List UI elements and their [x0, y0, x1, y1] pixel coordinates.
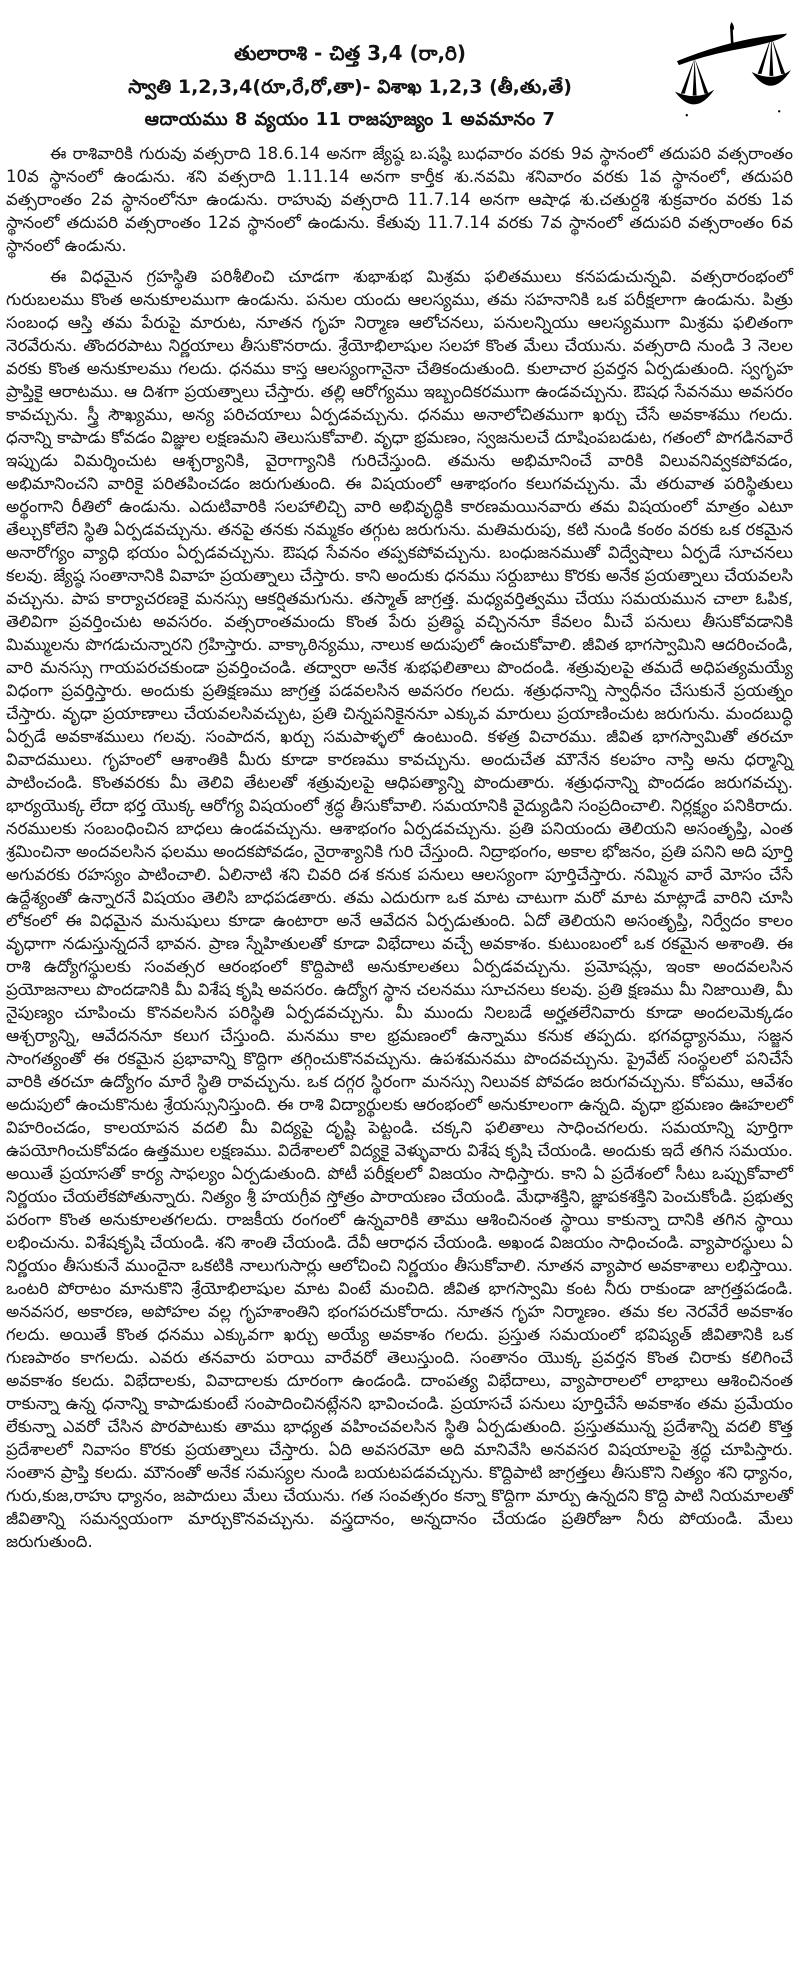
predictions-paragraph: ఈ విధమైన గ్రహస్థితి పరిశీలించి చూడగా శుభాశుభ మిశ్రమ ఫలితములు కనపడుచున్నవి. వత్సరారంభంలో గురుబలము కొంత అనుకూలముగా ఉండును. పనుల యందు ఆలస్యము, తమ సహనానికి ఒక పరీక్షలాగా ఉండును. పిత్రు సంబంధ ఆస్తి తమ పేరుపై మారుట, నూతన గృహ నిర్మాణ ఆలోచనలు, పనులన్నియు ఆలస్యముగా మిశ్రమ ఫలితంగా నెరవేరును. తొందరపాటు నిర్ణయాలు తీసుకొనరాదు. శ్రేయోభిలాషుల సలహా కొంత మేలు చేయును. వత్సరాది నుండి 3 నెలల వరకు కొంత అనుకూలము గలదు. ధనము కాస్త ఆలస్యంగానైనా చేతికందుతుంది. కులాచార ప్రవర్తన ఏర్పడుతుంది. స్వగృహ ప్రాప్తికై ఆరాటము. ఆ దిశగా ప్రయత్నాలు చేస్తారు. తల్లి ఆరోగ్యము ఇబ్బందికరముగా ఉండవచ్చును. ఔషధ సేవనము అవసరం కావచ్చును. స్త్రీ సౌఖ్యము, అన్య పరిచయాలు ఏర్పడవచ్చును. ధనము అనాలోచితముగా ఖర్చు చేసే అవకాశము గలదు. ధనాన్ని కాపాడు కోవడం విజ్ఞుల లక్షణమని తెలుసుకోవాలి. వృధా భ్రమణం, స్వజనులచే దూషింపబడుట, గతంలో పొగడినవారే ఇప్పుడు విమర్శించుట ఆశ్చర్యానికి, వైరాగ్యానికి గురిచేస్తుంది. తమను అభిమానించే వారికి విలువనివ్వకపోవడం, అభిమానించని వారికై పరితపించడం జరుగుతుంది. ఈ విషయంలో ఆశాభంగం కలుగవచ్చును. మే తరువాత పరిస్థితులు అర్థంగాని రీతిలో ఉండును. ఎదుటివారికి సలహాలిచ్చి వారి అభివృద్ధికి కారణమయినవారు తమ విషయంలో మాత్రం ఎటూ తేల్చుకోలేని స్థితి ఏర్పడవచ్చును. తనపై తనకు నమ్మకం తగ్గుట జరుగును. మతిమరుపు, కటి నుండి కంఠం వరకు ఒక రకమైన అనారోగ్యం వ్యాధి భయం ఏర్పడవచ్చును. ఔషధ సేవనం తప్పకపోవచ్చును. బంధుజనముతో విద్వేషాలు ఏర్పడే సూచనలు కలవు. జ్యేష్ఠ సంతానానికి వివాహ ప్రయత్నాలు చేస్తారు. కాని అందుకు ధనము సర్దుబాటు కొరకు అనేక ప్రయత్నాలు చేయవలసి వచ్చును. పాప కార్యాచరణకై మనస్సు ఆకర్షితమగును. తస్మాత్ జాగ్రత్త. మధ్యవర్తిత్వము చేయు సమయమున చాలా ఓపిక, తెలివిగా ప్రవర్తించుట అవసరం. వత్సరాంతమందు కొంత పేరు ప్రతిష్ఠ వచ్చిననూ కేవలం మీచే పనులు తీసుకోవడానికి మిమ్ములను పొగడుచున్నారని గ్రహిస్తారు. వాక్కాఠిన్యము, నాలుక అదుపులో ఉంచుకోవాలి. జీవిత భాగస్వామిని ఆదరించండి, వారి మనస్సు గాయపరచకుండా ప్రవర్తించండి. తద్వారా అనేక శుభఫలితాలు పొందండి. శత్రువులపై తమదే అధిపత్యమయ్యే విధంగా ప్రవర్తిస్తారు. అందుకు ప్రతిక్షణము జాగ్రత్త పడవలసిన అవసరం గలదు. శత్రుధనాన్ని స్వాధీనం చేసుకునే ప్రయత్నం చేస్తారు. వృధా ప్రయాణాలు చేయవలసివచ్చుట, ప్రతి చిన్నపనికైననూ ఎక్కువ మారులు ప్రయాణించుట జరుగును. మందబుద్ధి ఏర్పడే అవకాశములు గలవు. సంపాదన, ఖర్చు సమపాళ్ళలో ఉంటుంది. కళత్ర విచారము. జీవిత భాగస్వామితో తరచూ వివాదములు. గృహంలో ఆశాంతికి మీరు కూడా కారణము కావచ్చును. అందుచేత మౌనేన కలహం నాస్తి అను ధర్మాన్ని పాటించండి. కొంతవరకు మీ తెలివి తేటలతో శత్రువులపై ఆధిపత్యాన్ని పొందుతారు. శత్రుధనాన్ని పొందడం జరుగవచ్చు. భార్యయొక్క లేదా భర్త యొక్క ఆరోగ్య విషయంలో శ్రద్ధ తీసుకోవాలి. సమయానికి వైద్యుడిని సంప్రదించాలి. నిర్లక్ష్యం పనికిరాదు. నరములకు సంబంధించిన బాధలు ఉండవచ్చును. ఆశాభంగం ఏర్పడవచ్చును. ప్రతి పనియందు తెలియని అసంతృప్తి, ఎంత శ్రమించినా అందవలసిన ఫలము అందకపోవడం, నైరాశ్యానికి గురి చేస్తుంది. నిద్రాభంగం, అకాల భోజనం, ప్రతి పనిని అది పూర్తి అగువరకు రహస్యం పాటించాలి. ఏలినాటి శని చివరి దశ కనుక పనులు ఆలస్యంగా పూర్తిచేస్తారు. నమ్మిన వారే మోసం చేసే ఉద్దేశ్యంతో ఉన్నారనే విషయం తెలిసి బాధపడతారు. తమ ఎదురుగా ఒక మాట చాటుగా మరో మాట మాట్లాడే వారిని చూసి లోకంలో ఈ విధమైన మనుషులు కూడా ఉంటారా అనే ఆవేదన ఏర్పడుతుంది. ఏదో తెలియని అసంతృప్తి, నిర్వేదం కాలం వృధాగా నడుస్తున్నదనే భావన. ప్రాణ స్నేహితులతో కూడా విభేదాలు వచ్చే అవకాశం. కుటుంబంలో ఒక రకమైన అశాంతి. ఈ రాశి ఉద్యోగస్థులకు సంవత్సర ఆరంభంలో కొద్దిపాటి అనుకూలతలు ఏర్పడవచ్చును. ప్రమోషన్లు, ఇంకా అందవలసిన ప్రయోజనాలు పొందడానికి మీ విశేష కృషి అవసరం. ఉద్యోగ స్థాన చలనము సూచనలు కలవు. ప్రతి క్షణము మీ నిజాయితి, మీ నైపుణ్యం చూపించు కొనవలసిన పరిస్థితి ఏర్పడవచ్చును. మీ ముందు నిలబడే అర్హతలేనివారు కూడా అందలమెక్కడం ఆశ్చర్యాన్ని, ఆవేదననూ కలుగ చేస్తుంది. మనము కాల భ్రమణంలో ఉన్నాము కనుక తప్పదు. భగవద్ధ్యానము, సజ్జన సాంగత్యంతో ఈ రకమైన ప్రభావాన్ని కొద్దిగా తగ్గించుకొనవచ్చును. ఉపశమనము పొందవచ్చును. ప్రైవేట్ సంస్థలలో పనిచేసే వారికి తరచూ ఉద్యోగం మారే స్థితి రావచ్చును. ఒక దగ్గర స్థిరంగా మనస్సు నిలువక పోవడం జరుగవచ్చును. కోపము, ఆవేశం అదుపులో ఉంచుకొనుట శ్రేయస్సునిస్తుంది. ఈ రాశి విద్యార్థులకు ఆరంభంలో అనుకూలంగా ఉన్నది. వృధా భ్రమణం ఊహలలో విహరించడం, కాలయాపన వదలి మీ విద్యపై దృష్టి పెట్టండి. చక్కని ఫలితాలు సాధించగలరు. సమయాన్ని పూర్తిగా ఉపయోగించుకోవడం ఉత్తముల లక్షణము. విదేశాలలో విద్యకై వెళ్ళువారు విశేష కృషి చేయండి. అందుకు ఇదే తగిన సమయం. అయితే ప్రయాసతో కార్య సాఫల్యం ఏర్పడుతుంది. పోటీ పరీక్షలలో విజయం సాధిస్తారు. కాని ఏ ప్రదేశంలో సీటు ఒప్పుకోవాలో నిర్ణయం చేయలేకపోతున్నారు. నిత్యం శ్రీ హయగ్రీవ స్తోత్రం పారాయణం చేయండి. మేధాశక్తిని, జ్ఞాపకశక్తిని పెంచుకోండి. ప్రభుత్వ పరంగా కొంత అనుకూలతగలదు. రాజకీయ రంగంలో ఉన్నవారికి తాము ఆశించినంత స్థాయి కాకున్నా దానికి తగిన స్థాయి లభించును. విశేషకృషి చేయండి. శని శాంతి చేయండి. దేవీ ఆరాధన చేయండి. అఖండ విజయం సాధించండి. వ్యాపారస్థులు ఏ నిర్ణయం తీసుకునే ముందైనా ఒకటికి నాలుగుసార్లు ఆలోచించి నిర్ణయం తీసుకోవాలి. నూతన వ్యాపార అవకాశాలు లభిస్తాయి. ఒంటరి పోరాటం మానుకొని శ్రేయోభిలాషుల మాట వింటే మంచిది. జీవిత భాగస్వామి కంట నీరు రాకుండా జాగ్రత్తపడండి. అనవసర, అకారణ, అపోహల వల్ల గృహశాంతిని భంగపరచుకోరాదు. నూతన గృహ నిర్మాణం. తమ కల నెరవేరే అవకాశం గలదు. అయితే కొంత ధనము ఎక్కువగా ఖర్చు అయ్యే అవకాశం గలదు. ప్రస్తుత సమయంలో భవిష్యత్ జీవితానికి ఒక గుణపాఠం కాగలదు. ఎవరు తనవారు పరాయి వారేవరో తెలుస్తుంది. సంతానం యొక్క ప్రవర్తన కొంత చిరాకు కలిగించే అవకాశం కలదు. విభేదాలకు, వివాదాలకు దూరంగా ఉండండి. దాంపత్య విభేదాలు, వ్యాపారాలలో లాభాలు ఆశించినంత రాకున్నా ఉన్న ధనాన్ని కాపాడుకుంటే సంపాదించినట్లేనని భావించండి. ప్రయాసచే పనులు పూర్తిచేసే అవకాశం తమ ప్రమేయం లేకున్నా ఎవరో చేసిన పొరపాటుకు తాము భాధ్యత వహించవలసిన స్థితి ఏర్పడుతుంది. ప్రస్తుతమున్న ప్రదేశాన్ని వదలి కొత్త ప్రదేశాలలో నివాసం కొరకు ప్రయత్నాలు చేస్తారు. ఏది అవసరమో అది మానివేసి అనవసర విషయాలపై శ్రద్ధ చూపిస్తారు. సంతాన ప్రాప్తి కలదు. మౌనంతో అనేక సమస్యల నుండి బయటపడవచ్చును. కొద్దిపాటి జాగ్రత్తలు తీసుకొని నిత్యం శని ధ్యానం, గురు,కుజ,రాహు ధ్యానం, జపాదులు మేలు చేయును. గత సంవత్సరం కన్నా కొద్దిగా మార్పు ఉన్నదని కొద్ది పాటి నియమాలతో జీవితాన్ని సమన్వయంగా మార్చుకొనవచ్చును. వస్త్రదానం, అన్నదానం చేయడం ప్రతిరోజూ నీరు పోయండి. మేలు జరుగుతుంది. [6, 267, 793, 1551]
planetary-positions-paragraph: ఈ రాశివారికి గురువు వత్సరాది 18.6.14 అనగా జ్యేష్ఠ బ.షష్ఠి బుధవారం వరకు 9వ స్థానంలో తదుపరి వత్సరాంతం 10వ స్థానంలో ఉండును. శని వత్సరాది 1.11.14 అనగా కార్తీక శు.నవమి శనివారం వరకు 1వ స్థానంలో, తదుపరి వత్సరాంతం 2వ స్థానంలోనూ ఉండును. రాహువు వత్సరాది 11.7.14 అనగా ఆషాఢ శు.చతుర్దశి శుక్రవారం వరకు 1వ స్థానంలో తదుపరి వత్సరాంతం 12వ స్థానంలో ఉండును. కేతువు 11.7.14 వరకు 7వ స్థానంలో తదుపరి వత్సరాంతం 6వ స్థానంలో ఉండును. [6, 144, 793, 255]
rasi-header [40, 36, 660, 136]
libra-scales-icon [673, 20, 791, 120]
rasi-income-expense-line: ఆదాయము 8 వ్యయం 11 రాజపూజ్యం 1 అవమానం 7 [144, 109, 556, 130]
rasi-title: తులారాశి - చిత్త 3,4 (రా,రి) [233, 41, 467, 65]
horoscope-body [6, 142, 793, 1561]
rasi-nakshatra-line: స్వాతి 1,2,3,4(రూ,రే,రో,తా)- విశాఖ 1,2,3 (తీ,తు,తే) [128, 76, 572, 98]
